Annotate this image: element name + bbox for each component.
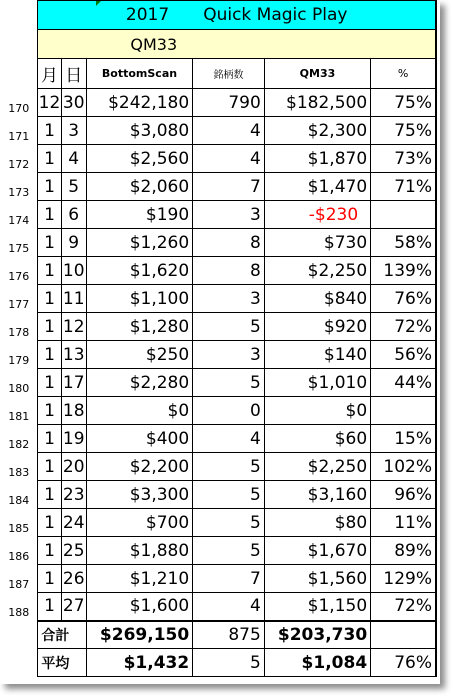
table-row <box>0 593 436 621</box>
month-cell[interactable]: 1 <box>38 565 61 593</box>
table-row <box>0 145 436 173</box>
row-number: 170 <box>0 89 38 117</box>
pct-cell[interactable]: 73% <box>371 145 436 173</box>
day-cell[interactable]: 13 <box>61 341 86 369</box>
subtitle-text: QM33 <box>130 34 178 54</box>
pct-cell[interactable]: 75% <box>371 117 436 145</box>
bottomscan-cell[interactable]: $3,080 <box>86 117 192 145</box>
header-qm33[interactable]: QM33 <box>264 59 370 89</box>
day-cell[interactable]: 12 <box>61 313 86 341</box>
pct-cell[interactable]: 129% <box>371 565 436 593</box>
day-cell[interactable]: 18 <box>61 397 86 425</box>
comment-marker-icon <box>96 1 101 6</box>
average-row-pct[interactable]: 76% <box>371 649 436 677</box>
table-row <box>0 313 436 341</box>
count-cell[interactable]: 3 <box>193 341 265 369</box>
bottomscan-cell[interactable]: $190 <box>86 201 192 229</box>
count-cell[interactable]: 3 <box>193 285 265 313</box>
month-cell[interactable]: 1 <box>38 341 61 369</box>
qm33-cell[interactable]: $2,250 <box>264 257 370 285</box>
qm33-cell[interactable]: $1,870 <box>264 145 370 173</box>
qm33-cell[interactable]: $1,470 <box>264 173 370 201</box>
row-number: 178 <box>0 313 38 341</box>
count-cell[interactable]: 8 <box>193 229 265 257</box>
qm33-cell[interactable]: $0 <box>264 397 370 425</box>
table-row <box>0 565 436 593</box>
table-row <box>0 369 436 397</box>
pct-cell[interactable]: 72% <box>371 313 436 341</box>
row-number: 180 <box>0 369 38 397</box>
bottomscan-cell[interactable]: $700 <box>86 509 192 537</box>
table-row <box>0 509 436 537</box>
bottomscan-cell[interactable]: $2,280 <box>86 369 192 397</box>
count-cell[interactable]: 4 <box>193 117 265 145</box>
pct-cell[interactable]: 96% <box>371 481 436 509</box>
qm33-cell[interactable]: $840 <box>264 285 370 313</box>
month-cell[interactable]: 1 <box>38 369 61 397</box>
table-row <box>0 229 436 257</box>
pct-cell[interactable]: 102% <box>371 453 436 481</box>
qm33-cell[interactable]: $1,010 <box>264 369 370 397</box>
bottomscan-cell[interactable]: $2,200 <box>86 453 192 481</box>
pct-cell[interactable]: 56% <box>371 341 436 369</box>
qm33-cell[interactable]: $140 <box>264 341 370 369</box>
bottomscan-cell[interactable]: $0 <box>86 397 192 425</box>
total-row-label[interactable]: 合計 <box>38 621 86 649</box>
table-row <box>0 173 436 201</box>
day-cell[interactable]: 27 <box>61 593 86 621</box>
month-cell[interactable]: 1 <box>38 173 61 201</box>
row-header-blank <box>0 1 38 30</box>
month-cell[interactable]: 1 <box>38 257 61 285</box>
pct-cell[interactable] <box>371 397 436 425</box>
month-cell[interactable]: 1 <box>38 425 61 453</box>
month-cell[interactable]: 1 <box>38 397 61 425</box>
bottomscan-cell[interactable]: $400 <box>86 425 192 453</box>
month-cell[interactable]: 1 <box>38 313 61 341</box>
table-row <box>0 201 436 229</box>
bottomscan-cell[interactable]: $1,620 <box>86 257 192 285</box>
bottomscan-cell[interactable]: $3,300 <box>86 481 192 509</box>
day-cell[interactable]: 25 <box>61 537 86 565</box>
subtitle-row <box>0 30 436 59</box>
table-row <box>0 453 436 481</box>
day-cell[interactable]: 19 <box>61 425 86 453</box>
month-cell[interactable]: 1 <box>38 145 61 173</box>
qm33-cell[interactable]: $182,500 <box>264 89 370 117</box>
header-bottomscan[interactable]: BottomScan <box>86 59 192 89</box>
qm33-cell[interactable]: $920 <box>264 313 370 341</box>
title-row <box>0 1 436 30</box>
table-row <box>0 89 436 117</box>
bottomscan-cell[interactable]: $1,260 <box>86 229 192 257</box>
table-row <box>0 397 436 425</box>
qm33-cell[interactable]: $1,150 <box>264 593 370 621</box>
row-number: 176 <box>0 257 38 285</box>
title-year: 2017 <box>125 5 170 25</box>
total-row-qm33[interactable]: $203,730 <box>264 621 370 649</box>
month-cell[interactable]: 1 <box>38 117 61 145</box>
count-cell[interactable]: 5 <box>193 509 265 537</box>
row-header-blank <box>0 30 38 59</box>
row-number: 172 <box>0 145 38 173</box>
month-cell[interactable]: 1 <box>38 537 61 565</box>
row-number: 184 <box>0 481 38 509</box>
row-number: 175 <box>0 229 38 257</box>
pct-cell[interactable]: 44% <box>371 369 436 397</box>
header-day[interactable]: 日 <box>61 59 86 89</box>
qm33-cell[interactable]: $80 <box>264 509 370 537</box>
row-number: 171 <box>0 117 38 145</box>
qm33-cell[interactable]: -$230 <box>264 201 370 229</box>
bottomscan-cell[interactable]: $2,060 <box>86 173 192 201</box>
average-row <box>0 649 436 677</box>
day-cell[interactable]: 10 <box>61 257 86 285</box>
row-number: 183 <box>0 453 38 481</box>
month-cell[interactable]: 1 <box>38 229 61 257</box>
month-cell[interactable]: 1 <box>38 509 61 537</box>
row-number: 177 <box>0 285 38 313</box>
row-number: 187 <box>0 565 38 593</box>
qm33-cell[interactable]: $60 <box>264 425 370 453</box>
total-row-pct[interactable] <box>371 621 436 649</box>
bottomscan-cell[interactable]: $1,100 <box>86 285 192 313</box>
count-cell[interactable]: 0 <box>193 397 265 425</box>
month-cell[interactable]: 1 <box>38 285 61 313</box>
month-cell[interactable]: 1 <box>38 593 61 621</box>
month-cell[interactable]: 1 <box>38 201 61 229</box>
count-cell[interactable]: 4 <box>193 145 265 173</box>
pct-cell[interactable]: 89% <box>371 537 436 565</box>
pct-cell[interactable]: 76% <box>371 285 436 313</box>
row-header-blank <box>0 649 38 677</box>
count-cell[interactable]: 7 <box>193 173 265 201</box>
average-row-count[interactable]: 5 <box>193 649 265 677</box>
pct-cell[interactable]: 15% <box>371 425 436 453</box>
row-number: 179 <box>0 341 38 369</box>
header-pct[interactable]: % <box>371 59 436 89</box>
total-row-bottomscan[interactable]: $269,150 <box>86 621 192 649</box>
table-row <box>0 117 436 145</box>
qm33-cell[interactable]: $2,300 <box>264 117 370 145</box>
row-number: 182 <box>0 425 38 453</box>
pct-cell[interactable]: 139% <box>371 257 436 285</box>
day-cell[interactable]: 26 <box>61 565 86 593</box>
pct-cell[interactable]: 58% <box>371 229 436 257</box>
row-number: 181 <box>0 397 38 425</box>
qm33-cell[interactable]: $3,160 <box>264 481 370 509</box>
day-cell[interactable]: 30 <box>61 89 86 117</box>
count-cell[interactable]: 790 <box>193 89 265 117</box>
day-cell[interactable]: 23 <box>61 481 86 509</box>
row-number: 186 <box>0 537 38 565</box>
header-month[interactable]: 月 <box>38 59 61 89</box>
count-cell[interactable]: 4 <box>193 425 265 453</box>
day-cell[interactable]: 17 <box>61 369 86 397</box>
pct-cell[interactable]: 72% <box>371 593 436 621</box>
bottomscan-cell[interactable]: $1,210 <box>86 565 192 593</box>
qm33-cell[interactable]: $730 <box>264 229 370 257</box>
count-cell[interactable]: 5 <box>193 313 265 341</box>
count-cell[interactable]: 5 <box>193 537 265 565</box>
average-row-bottomscan[interactable]: $1,432 <box>86 649 192 677</box>
row-number: 173 <box>0 173 38 201</box>
day-cell[interactable]: 24 <box>61 509 86 537</box>
row-number: 174 <box>0 201 38 229</box>
count-cell[interactable]: 4 <box>193 593 265 621</box>
month-cell[interactable]: 1 <box>38 453 61 481</box>
day-cell[interactable]: 5 <box>61 173 86 201</box>
day-cell[interactable]: 6 <box>61 201 86 229</box>
subtitle-cell[interactable] <box>38 30 436 59</box>
bottomscan-cell[interactable]: $1,600 <box>86 593 192 621</box>
table-row <box>0 481 436 509</box>
pct-cell[interactable]: 75% <box>371 89 436 117</box>
qm33-cell[interactable]: $2,250 <box>264 453 370 481</box>
pct-cell[interactable]: 11% <box>371 509 436 537</box>
count-cell[interactable]: 8 <box>193 257 265 285</box>
bottomscan-cell[interactable]: $242,180 <box>86 89 192 117</box>
pct-cell[interactable]: 71% <box>371 173 436 201</box>
bottomscan-cell[interactable]: $250 <box>86 341 192 369</box>
bottomscan-cell[interactable]: $2,560 <box>86 145 192 173</box>
average-row-qm33[interactable]: $1,084 <box>264 649 370 677</box>
table-row <box>0 537 436 565</box>
title-name: Quick Magic Play <box>203 5 348 25</box>
total-row <box>0 621 436 649</box>
day-cell[interactable]: 11 <box>61 285 86 313</box>
average-row-label[interactable]: 平均 <box>38 649 86 677</box>
month-cell[interactable]: 1 <box>38 481 61 509</box>
table-row <box>0 285 436 313</box>
count-cell[interactable]: 5 <box>193 481 265 509</box>
month-cell[interactable]: 12 <box>38 89 61 117</box>
day-cell[interactable]: 4 <box>61 145 86 173</box>
count-cell[interactable]: 5 <box>193 453 265 481</box>
pct-cell[interactable] <box>371 201 436 229</box>
row-header-blank <box>0 621 38 649</box>
day-cell[interactable]: 9 <box>61 229 86 257</box>
count-cell[interactable]: 3 <box>193 201 265 229</box>
header-count[interactable]: 銘柄数 <box>193 59 265 89</box>
header-row <box>0 59 436 89</box>
count-cell[interactable]: 7 <box>193 565 265 593</box>
table-row <box>0 425 436 453</box>
day-cell[interactable]: 20 <box>61 453 86 481</box>
row-header-blank <box>0 59 38 89</box>
table-row <box>0 341 436 369</box>
qm33-cell[interactable]: $1,560 <box>264 565 370 593</box>
table-row <box>0 257 436 285</box>
row-number: 185 <box>0 509 38 537</box>
total-row-count[interactable]: 875 <box>193 621 265 649</box>
qm33-cell[interactable]: $1,670 <box>264 537 370 565</box>
bottomscan-cell[interactable]: $1,280 <box>86 313 192 341</box>
row-number: 188 <box>0 593 38 621</box>
bottomscan-cell[interactable]: $1,880 <box>86 537 192 565</box>
count-cell[interactable]: 5 <box>193 369 265 397</box>
day-cell[interactable]: 3 <box>61 117 86 145</box>
